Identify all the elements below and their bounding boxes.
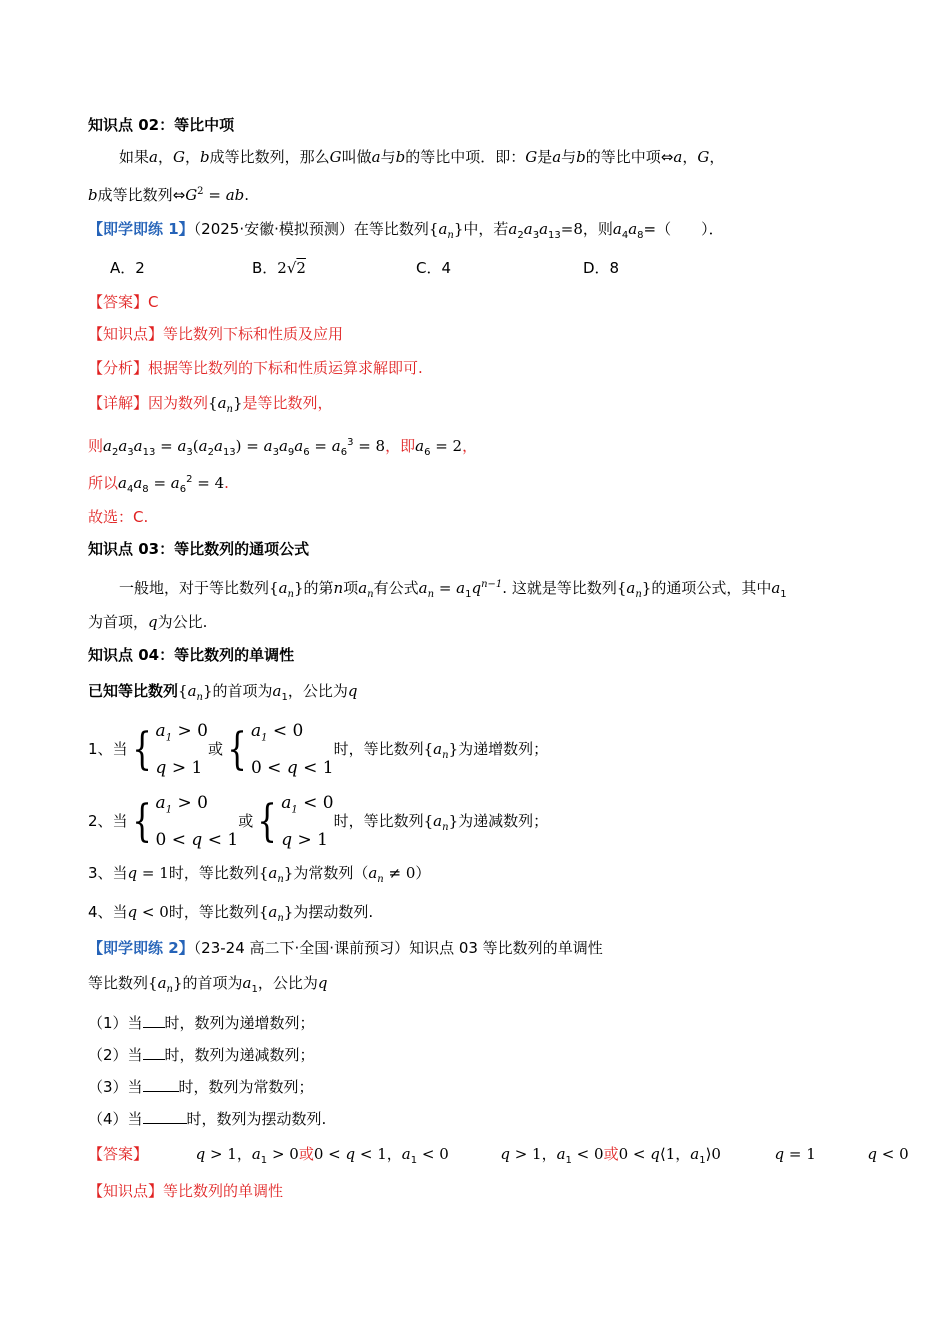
kp04-item1: 1、当{ $a_1 > 0$ q > 1或{ $a_1 < 0$ 0 < q < 1时，等比数列$\{a_n\}$为递增数列； xyxy=(88,721,549,779)
option-a: A．2 xyxy=(110,259,145,277)
kp02-title: 知识点 02：等比中项 xyxy=(88,116,235,134)
exercise2-q3: （3）当 时，数列为常数列； xyxy=(88,1075,314,1098)
exercise1-answer: 【答案】C xyxy=(88,293,159,311)
kp02-paragraph-line1: 如果a，G，b成等比数列，那么G叫做a与b的等比中项．即：G是a与b的等比中项⇔a，G， xyxy=(119,148,725,166)
option-d: D．8 xyxy=(583,259,620,277)
exercise1-detail-line1: 【详解】因为数列$\{a_n\}$是等比数列， xyxy=(88,394,333,415)
kp02-paragraph-line2: b成等比数列$\Leftrightarrow G^2$ = ab. xyxy=(88,186,250,204)
exercise2-q1: （1）当 时，数列为递增数列； xyxy=(88,1011,315,1034)
kp04-title: 知识点 04：等比数列的单调性 xyxy=(88,646,295,664)
exercise1-choice: 故选：C. xyxy=(88,508,149,526)
exercise1-detail-line3: 所以$a_4a_8 = a_6^2 = 4$. xyxy=(88,474,229,495)
exercise2-answer: 【答案】 q > 1，$a_1 > 0$或0 < q < 1，$a_1 < 0$ q > 1，$a_1 < 0$或0 < q⟨1，$a_1⟩0$ q = 1 q < 0 xyxy=(88,1145,909,1166)
kp03-title: 知识点 03：等比数列的通项公式 xyxy=(88,540,310,558)
exercise2-header: 【即学即练 2】（23-24 高二下·全国·课前预习）知识点 03 等比数列的单调性 xyxy=(88,939,603,957)
exercise1-knowledge-point: 【知识点】等比数列下标和性质及应用 xyxy=(88,325,344,343)
blank-2[interactable] xyxy=(143,1043,165,1060)
kp03-paragraph-line2: 为首项，q为公比. xyxy=(88,613,208,631)
kp04-intro: 已知等比数列$\{a_n\}$的首项为$a_1$，公比为q xyxy=(88,682,358,703)
kp04-item2: 2、当{ $a_1 > 0$ 0 < q < 1或{ $a_1 < 0$ q > 1时，等比数列$\{a_n\}$为递减数列； xyxy=(88,793,549,851)
exercise2-q4: （4）当 时，数列为摆动数列. xyxy=(88,1107,326,1130)
exercise1-analysis: 【分析】根据等比数列的下标和性质运算求解即可. xyxy=(88,359,423,377)
blank-4[interactable] xyxy=(143,1107,187,1124)
kp04-item3: 3、当q = 1时，等比数列$\{a_n\}$为常数列$(a_n \ne 0)$ xyxy=(88,864,431,885)
exercise2-knowledge-point: 【知识点】等比数列的单调性 xyxy=(88,1182,284,1200)
blank-1[interactable] xyxy=(143,1011,165,1028)
exercise2-q2: （2）当 时，数列为递减数列； xyxy=(88,1043,315,1066)
option-c: C．4 xyxy=(416,259,452,277)
exercise1-question: 【即学即练 1】（2025·安徽·模拟预测）在等比数列$\{a_n\}$中，若$a_2a_3a_{13}=8$，则$a_4a_8=$（ ）． xyxy=(88,220,724,241)
kp04-item4: 4、当q < 0时，等比数列$\{a_n\}$为摆动数列. xyxy=(88,903,374,924)
exercise2-intro: 等比数列$\{a_n\}$的首项为$a_1$，公比为q xyxy=(88,974,328,995)
option-b: B．2√2 xyxy=(252,259,306,277)
blank-3[interactable] xyxy=(143,1075,179,1092)
exercise1-detail-line2: 则$a_2a_3a_{13} = a_3(a_2a_{13}) = a_3a_9a_6 = a_6^3 = 8$，即$a_6 = 2$， xyxy=(88,437,478,458)
kp03-paragraph-line1: 一般地，对于等比数列$\{a_n\}$的第n项$a_n$有公式$a_n = a_1q^{n-1}$. 这就是等比数列$\{a_n\}$的通项公式，其中$a_1$ xyxy=(119,579,787,600)
